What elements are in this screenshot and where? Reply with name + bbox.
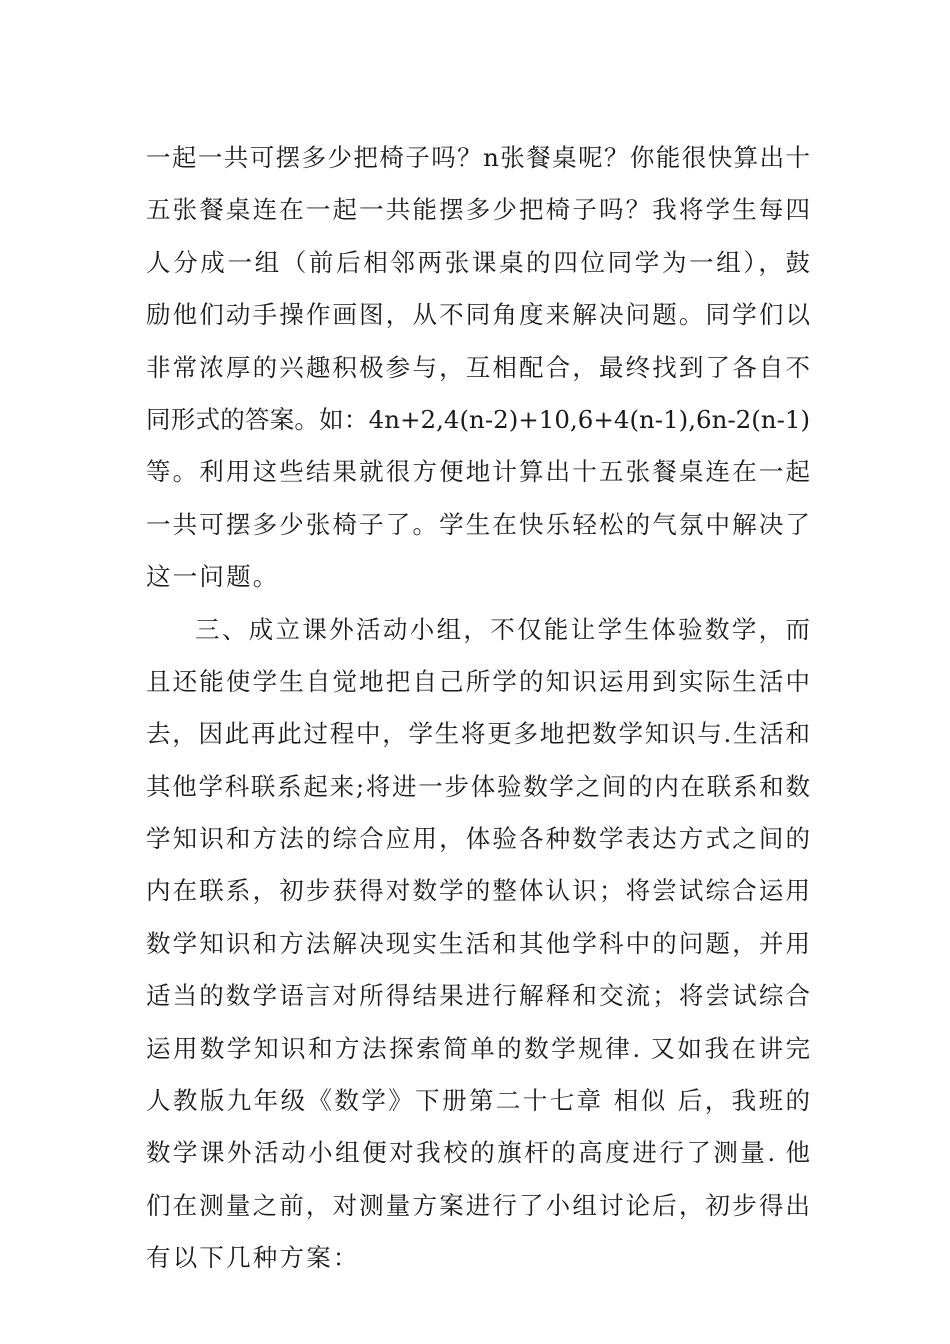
text-line: 励他们动手操作画图，从不同角度来解决问题。同学们以 — [146, 300, 810, 330]
text-line: 适当的数学语言对所得结果进行解释和交流；将尝试综合 — [146, 981, 810, 1011]
text-line: 等。利用这些结果就很方便地计算出十五张餐桌连在一起 — [146, 457, 810, 487]
text-line: 运用数学知识和方法探索简单的数学规律. 又如我在讲完 — [146, 1033, 810, 1063]
text-line: 数学课外活动小组便对我校的旗杆的高度进行了测量. 他 — [146, 1138, 810, 1168]
text-line: 去，因此再此过程中，学生将更多地把数学知识与.生活和 — [146, 719, 810, 749]
text-line: 有以下几种方案： — [146, 1243, 360, 1273]
text-line: 内在联系，初步获得对数学的整体认识；将尝试综合运用 — [146, 876, 810, 906]
text-line: 且还能使学生自觉地把自己所学的知识运用到实际生活中 — [146, 666, 810, 696]
text-line: 一起一共可摆多少把椅子吗？n张餐桌呢？你能很快算出十 — [146, 143, 810, 172]
paragraph-first-line: 三、成立课外活动小组，不仅能让学生体验数学，而 — [195, 614, 810, 644]
text-line: 非常浓厚的兴趣积极参与，互相配合，最终找到了各自不 — [146, 352, 810, 382]
text-line: 这一问题。 — [146, 562, 280, 592]
body-text — [146, 132, 810, 1285]
text-line: 一共可摆多少张椅子了。学生在快乐轻松的气氛中解决了 — [146, 509, 810, 539]
text-line: 人分成一组（前后相邻两张课桌的四位同学为一组），鼓 — [146, 247, 810, 277]
text-line: 们在测量之前，对测量方案进行了小组讨论后，初步得出 — [146, 1190, 810, 1220]
text-line: 其他学科联系起来;将进一步体验数学之间的内在联系和数 — [146, 771, 810, 801]
text-line: 学知识和方法的综合应用，体验各种数学表达方式之间的 — [146, 824, 810, 854]
text-line: 同形式的答案。如：4n+2,4(n-2)+10,6+4(n-1),6n-2(n-1) — [146, 404, 810, 434]
text-line: 五张餐桌连在一起一共能摆多少把椅子吗？我将学生每四 — [146, 195, 810, 225]
text-line: 数学知识和方法解决现实生活和其他学科中的问题，并用 — [146, 928, 810, 958]
text-line: 人教版九年级《数学》下册第二十七章 相似 后，我班的 — [146, 1086, 810, 1116]
